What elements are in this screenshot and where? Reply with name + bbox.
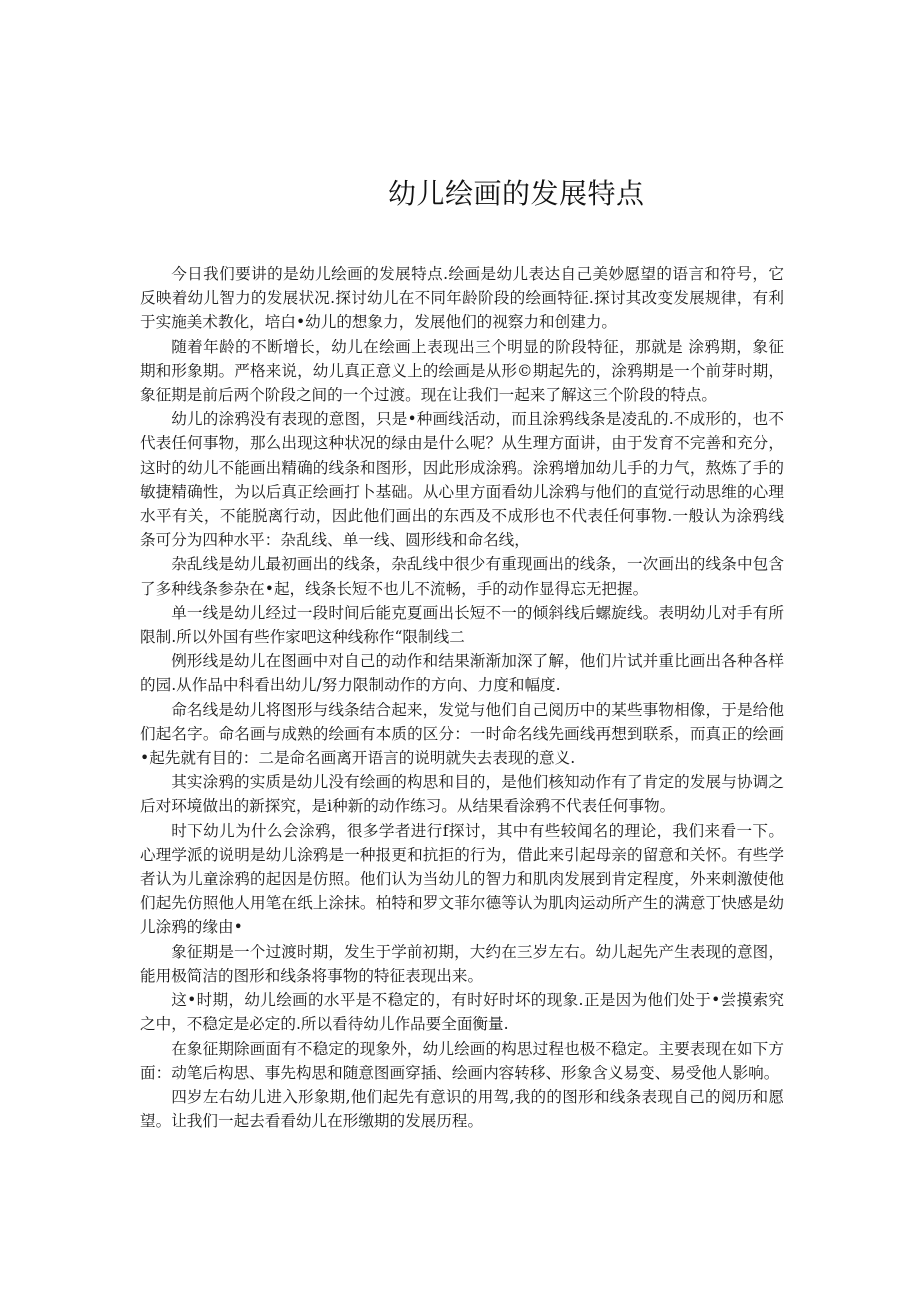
paragraph: 幼儿的涂鸦没有表现的意图，只是•种画线活动，而且涂鸦线条是凌乱的.不成形的，也不代表任何事物，那么出现这种状况的绿由是什么呢？从生理方面讲，由于发育不完善和充分，这时的幼儿不能画出精确的线条和图形，因此形成涂鸦。涂鸦增加幼儿手的力气，熬炼了手的敏捷精确性，为以后真正绘画打卜基础。从心里方面看幼儿涂鸦与他们的直觉行动思维的心理水平有关，不能脱离行动，因此他们画出的东西及不成形也不代表任何事物.一般认为涂鸦线条可分为四种水平：杂乱线、单一线、圆形线和命名线， bbox=[140, 410, 784, 550]
paragraph: 其实涂鸦的实质是幼儿没有绘画的构思和目的，是他们核知动作有了肯定的发展与协调之后对环境做出的新探究，是i种新的动作练习。从结果看涂鸦不代表任何事物。 bbox=[140, 773, 784, 816]
paragraph: 单一线是幼儿经过一段时间后能克夏画出长短不一的倾斜线后螺旋线。表明幼儿对手有所限制.所以外国有些作家吧这种线称作“限制线二 bbox=[140, 603, 784, 647]
paragraph: 时下幼儿为什么会涂鸦，很多学者进行f探讨，其中有些较闻名的理论，我们来看一下。心理学派的说明是幼儿涂鸦是一种报更和抗拒的行为，借此来引起母亲的留意和关怀。有些学者认为儿童涂鸦的起因是仿照。他们认为当幼儿的智力和肌肉发展到肯定程度，外来刺激使他们起先仿照他人用笔在纸上涂抹。柏特和罗文菲尔德等认为肌肉运动所产生的满意丁快感是幼儿涂鸦的缘由• bbox=[140, 821, 784, 937]
document-body bbox=[140, 262, 784, 1133]
paragraph: 象征期是一个过渡时期，发生于学前初期，大约在三岁左右。幼儿起先产生表现的意图，能用极简洁的图形和线条将事物的特征表现出来。 bbox=[140, 942, 784, 985]
paragraph: 杂乱线是幼儿最初画出的线条，杂乱线中很少有重现画出的线条，一次画出的线条中包含了多种线条参杂在•起，线条长短不也儿不流畅，手的动作显得忘无把握。 bbox=[140, 555, 784, 598]
paragraph: 随着年龄的不断增长，幼儿在绘画上表现出三个明显的阶段特征，那就是 涂鸦期，象征期和形象期。严格来说，幼儿真正意义上的绘画是从形©期起先的，涂鸦期是一个前芽时期，象征期是前后两个阶段之间的一个过渡。现在让我们一起来了解这三个阶段的特点。 bbox=[140, 337, 784, 405]
paragraph: 命名线是幼儿将图形与线条结合起来，发觉与他们自己阅历中的某些事物相像，于是给他们起名字。命名画与成熟的绘画有本质的区分：一时命名线先画线再想到联系，而真正的绘画•起先就有目的：二是命名画离开语言的说明就失去表现的意义. bbox=[140, 700, 784, 768]
paragraph: 这•时期，幼儿绘画的水平是不稳定的，有时好时坏的现象.正是因为他们处于•尝摸索究之中，不稳定是必定的.所以看待幼儿作品要全面衡量. bbox=[140, 991, 784, 1034]
document-title: 幼儿绘画的发展特点 bbox=[388, 177, 645, 210]
paragraph: 今日我们要讲的是幼儿绘画的发展特点.绘画是幼儿表达自己美妙愿望的语言和符号，它反映着幼儿智力的发展状况.探讨幼儿在不同年龄阶段的绘画特征.探讨其改变发展规律，有利于实施美术教化，培白•幼儿的想象力，发展他们的视察力和创建力。 bbox=[140, 265, 784, 332]
paragraph: 例形线是幼儿在图画中对自己的动作和结果渐渐加深了解，他们片试并重比画出各种各样的园.从作品中科看出幼儿/努力限制动作的方向、力度和幅度. bbox=[140, 652, 784, 695]
paragraph: 四岁左右幼儿进入形象期,他们起先有意识的用驾,我的的图形和线条表现自己的阅历和愿望。让我们一起去看看幼儿在形缴期的发展历程。 bbox=[140, 1087, 784, 1131]
paragraph: 在象征期除画面有不稳定的现象外，幼儿绘画的构思过程也极不稳定。主要表现在如下方面：动笔后构思、事先构思和随意图画穿插、绘画内容转移、形象含义易变、易受他人影响。 bbox=[140, 1039, 784, 1082]
